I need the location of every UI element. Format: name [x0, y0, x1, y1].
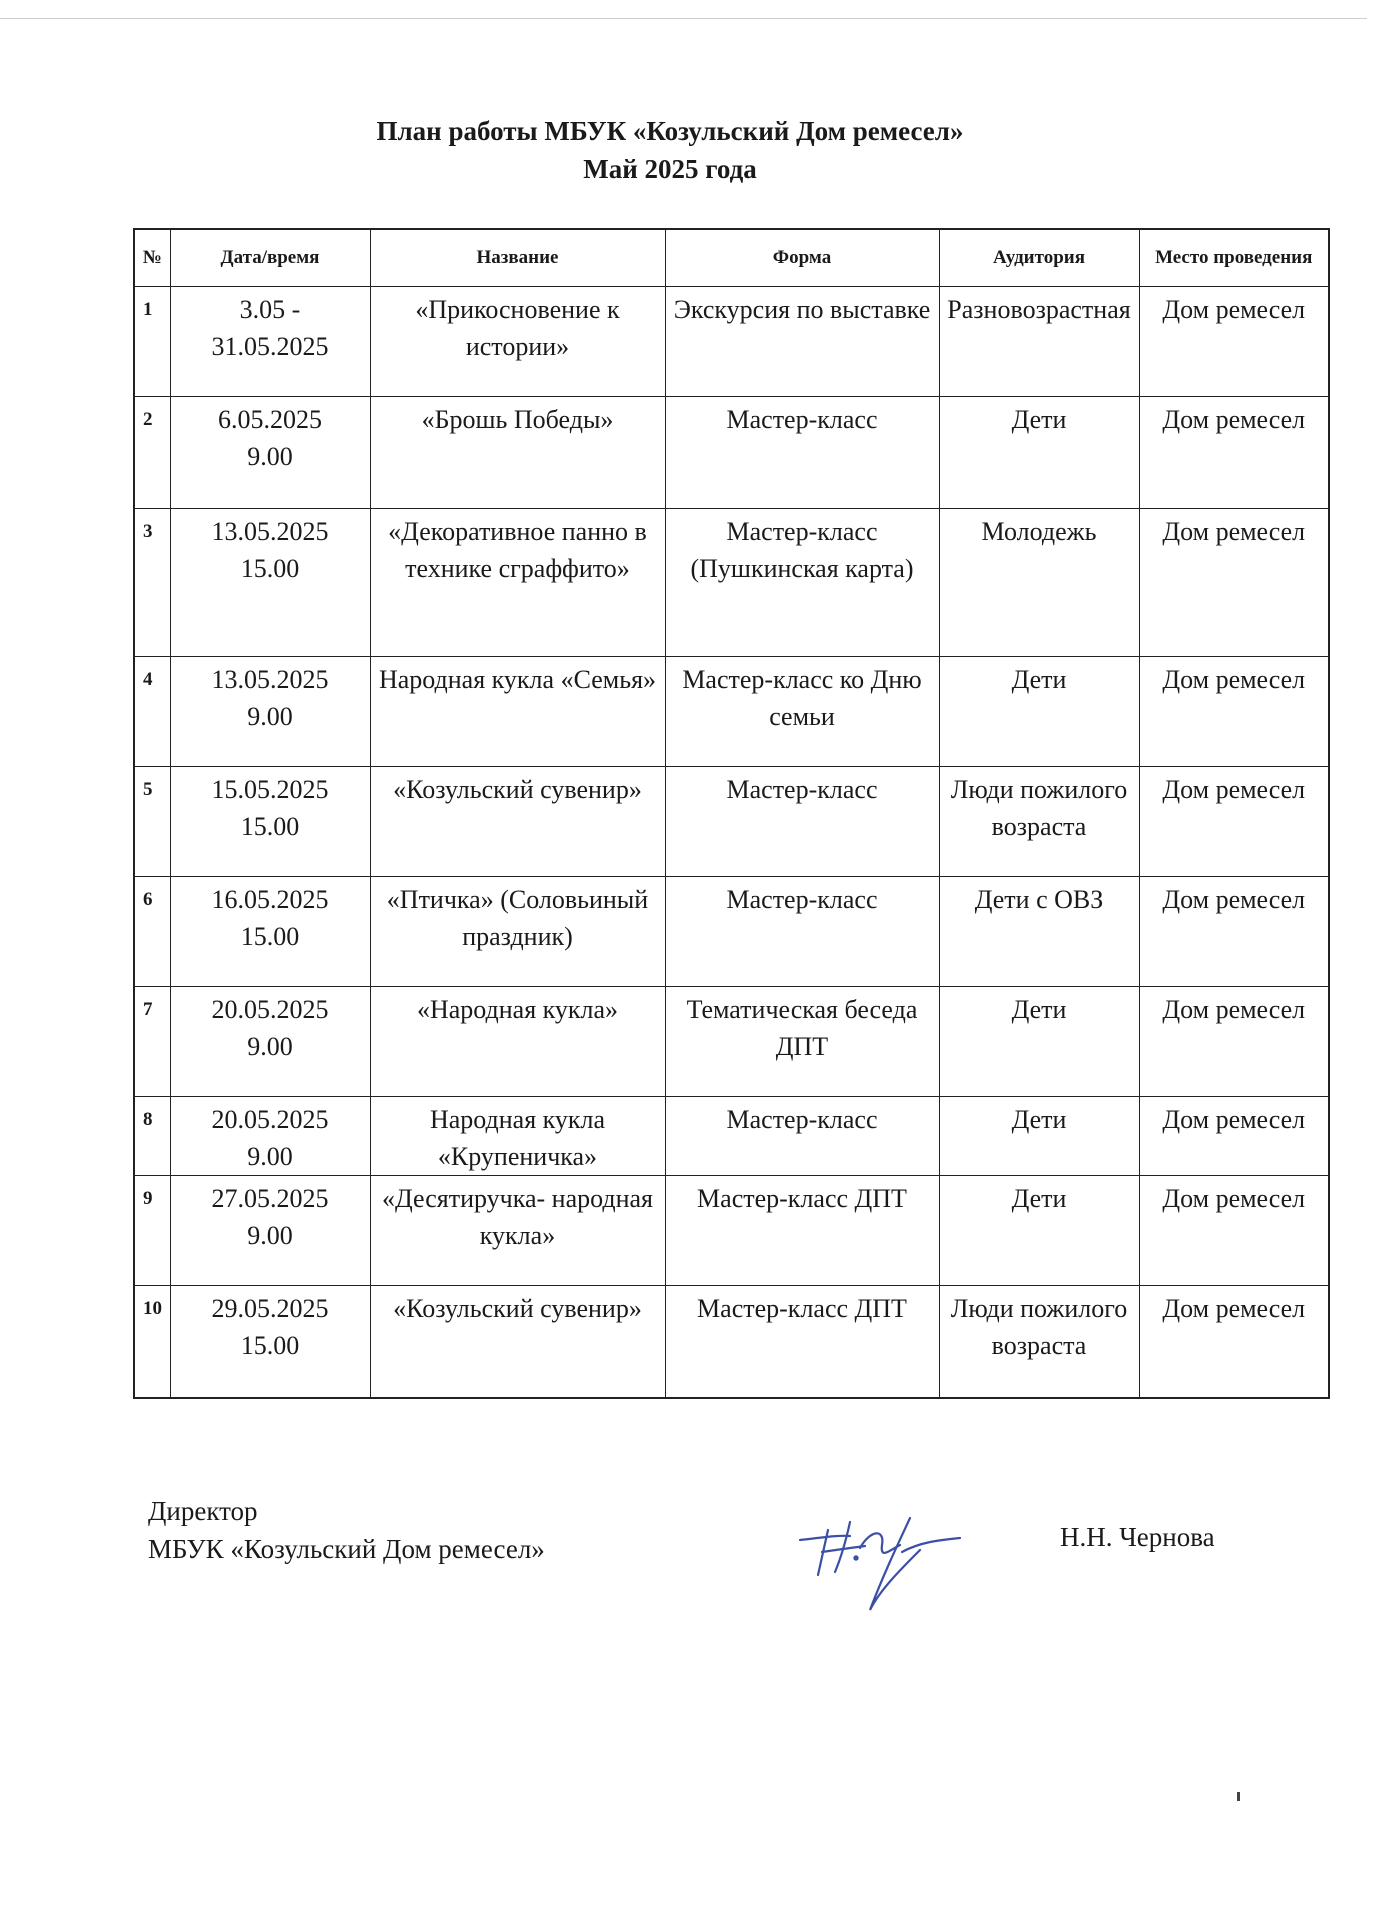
row-date-time: 15.00 [240, 812, 300, 841]
row-number: 8 [134, 1097, 170, 1176]
title-line-2: Май 2025 года [583, 154, 757, 184]
row-form: Мастер-класс ДПТ [665, 1286, 939, 1398]
table-row [134, 987, 1329, 1097]
row-date-time: 9.00 [247, 1142, 293, 1171]
row-form: Мастер-класс [665, 877, 939, 987]
row-date-time: 9.00 [247, 702, 293, 731]
row-date [170, 1176, 370, 1286]
row-form: Мастер-класс ко Дню семьи [665, 657, 939, 767]
row-place: Дом ремесел [1139, 1176, 1329, 1286]
row-number: 2 [134, 397, 170, 509]
table-header-row [134, 229, 1329, 287]
row-date-day: 20.05.2025 [211, 1105, 329, 1134]
row-form: Мастер-класс [665, 767, 939, 877]
row-date-day: 29.05.2025 [211, 1294, 329, 1323]
row-event-name: «Птичка» (Соловьиный праздник) [370, 877, 665, 987]
signatory-name: Н.Н. Чернова [1060, 1522, 1215, 1552]
row-place: Дом ремесел [1139, 397, 1329, 509]
row-place: Дом ремесел [1139, 877, 1329, 987]
table-row [134, 509, 1329, 657]
row-date-day: 16.05.2025 [211, 885, 329, 914]
row-date-day: 15.05.2025 [211, 775, 329, 804]
row-event-name: «Народная кукла» [370, 987, 665, 1097]
row-form: Мастер-класс ДПТ [665, 1176, 939, 1286]
row-audience: Разновозрастная [939, 287, 1139, 397]
row-event-name: «Козульский сувенир» [370, 1286, 665, 1398]
row-number: 9 [134, 1176, 170, 1286]
row-date-day: 3.05 - [239, 295, 301, 324]
row-audience: Дети с ОВЗ [939, 877, 1139, 987]
header-form: Форма [665, 229, 939, 287]
row-event-name: Народная кукла «Крупеничка» [370, 1097, 665, 1176]
row-audience: Люди пожилого возраста [939, 1286, 1139, 1398]
row-date [170, 509, 370, 657]
row-number: 3 [134, 509, 170, 657]
row-event-name: «Прикосновение к истории» [370, 287, 665, 397]
row-date-time: 9.00 [247, 1221, 293, 1250]
row-date-day: 20.05.2025 [211, 995, 329, 1024]
row-place: Дом ремесел [1139, 1286, 1329, 1398]
row-event-name: «Декоративное панно в технике сграффито» [370, 509, 665, 657]
row-date-time: 9.00 [247, 442, 293, 471]
header-audience: Аудитория [939, 229, 1139, 287]
row-form: Экскурсия по выставке [665, 287, 939, 397]
title-line-1: План работы МБУК «Козульский Дом ремесел» [376, 116, 964, 146]
row-audience: Люди пожилого возраста [939, 767, 1139, 877]
scan-speck [1237, 1792, 1240, 1801]
row-date-time: 15.00 [240, 1331, 300, 1360]
row-form: Мастер-класс [665, 397, 939, 509]
work-plan-table [133, 228, 1330, 1399]
row-date-day: 13.05.2025 [211, 665, 329, 694]
row-event-name: «Козульский сувенир» [370, 767, 665, 877]
row-date [170, 767, 370, 877]
row-place: Дом ремесел [1139, 1097, 1329, 1176]
row-number: 5 [134, 767, 170, 877]
row-place: Дом ремесел [1139, 287, 1329, 397]
table-row [134, 397, 1329, 509]
header-place: Место проведения [1139, 229, 1329, 287]
row-date-time: 31.05.2025 [211, 332, 329, 361]
row-form: Тематическая беседа ДПТ [665, 987, 939, 1097]
header-date: Дата/время [170, 229, 370, 287]
row-event-name: «Десятиручка- народная кукла» [370, 1176, 665, 1286]
table-row [134, 1286, 1329, 1398]
row-date-day: 6.05.2025 [218, 405, 322, 434]
signature-organization: МБУК «Козульский Дом ремесел» [148, 1534, 545, 1564]
row-date-day: 13.05.2025 [211, 517, 329, 546]
document-title [0, 112, 1340, 188]
row-audience: Дети [939, 397, 1139, 509]
row-number: 7 [134, 987, 170, 1097]
handwritten-signature-icon [790, 1500, 990, 1620]
row-date [170, 877, 370, 987]
row-date [170, 1097, 370, 1176]
row-audience: Дети [939, 657, 1139, 767]
table-row [134, 877, 1329, 987]
row-date [170, 287, 370, 397]
row-number: 10 [134, 1286, 170, 1398]
table-row [134, 657, 1329, 767]
row-audience: Дети [939, 1097, 1139, 1176]
row-audience: Дети [939, 987, 1139, 1097]
signature-position: Директор [148, 1496, 258, 1526]
row-place: Дом ремесел [1139, 509, 1329, 657]
signature-block [148, 1492, 545, 1568]
table-row [134, 287, 1329, 397]
row-date-time: 9.00 [247, 1032, 293, 1061]
row-date-time: 15.00 [240, 554, 300, 583]
row-form: Мастер-класс [665, 1097, 939, 1176]
row-date [170, 987, 370, 1097]
row-form: Мастер-класс (Пушкинская карта) [665, 509, 939, 657]
header-num: № [134, 229, 170, 287]
row-date [170, 1286, 370, 1398]
row-audience: Дети [939, 1176, 1139, 1286]
scan-edge-line [0, 18, 1367, 19]
row-event-name: «Брошь Победы» [370, 397, 665, 509]
row-number: 6 [134, 877, 170, 987]
row-date-day: 27.05.2025 [211, 1184, 329, 1213]
row-place: Дом ремесел [1139, 767, 1329, 877]
row-place: Дом ремесел [1139, 657, 1329, 767]
row-date-time: 15.00 [240, 922, 300, 951]
row-number: 4 [134, 657, 170, 767]
table-row [134, 767, 1329, 877]
row-date [170, 397, 370, 509]
header-name: Название [370, 229, 665, 287]
row-date [170, 657, 370, 767]
table-row [134, 1176, 1329, 1286]
row-audience: Молодежь [939, 509, 1139, 657]
table-row [134, 1097, 1329, 1176]
row-place: Дом ремесел [1139, 987, 1329, 1097]
row-number: 1 [134, 287, 170, 397]
row-event-name: Народная кукла «Семья» [370, 657, 665, 767]
